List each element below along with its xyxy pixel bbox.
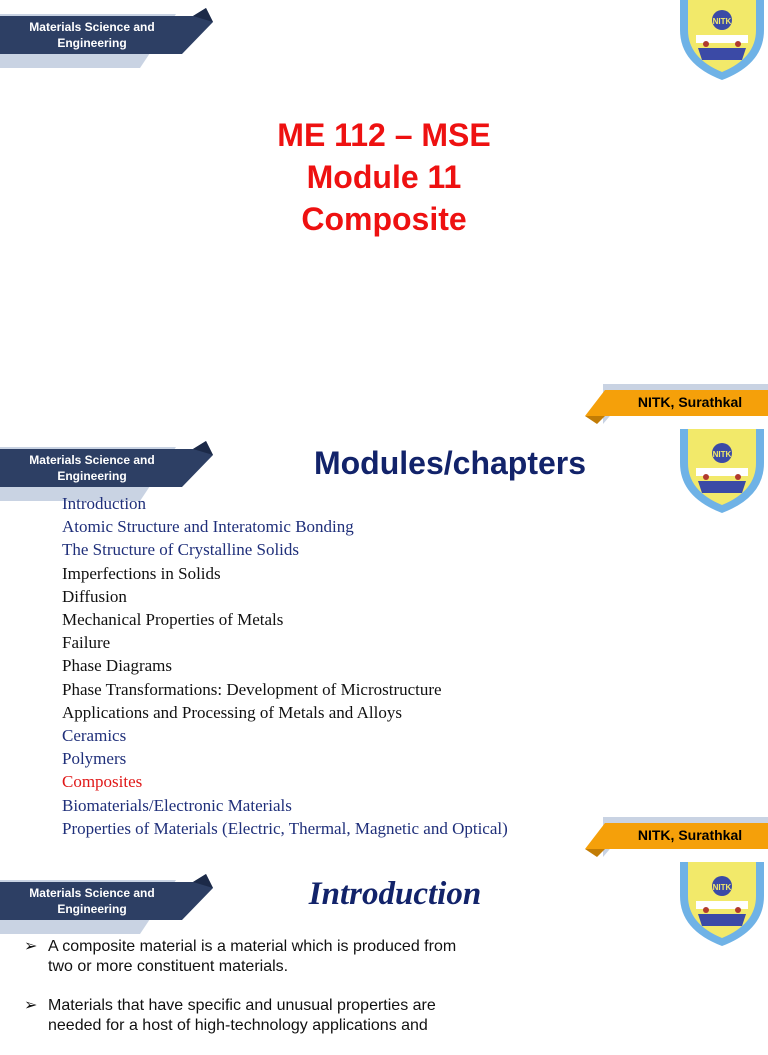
module-item: Polymers (62, 749, 127, 769)
nitk-logo (676, 433, 768, 515)
svg-text:NITK: NITK (712, 17, 732, 26)
course-code: ME 112 – MSE (277, 117, 491, 153)
banner-title: Materials Science and Engineering (29, 20, 155, 50)
module-item: The Structure of Crystalline Solids (62, 540, 300, 560)
svg-text:NITK: NITK (712, 883, 732, 892)
nitk-footer-tag (585, 817, 768, 857)
nitk-footer-label: NITK, Surathkal (637, 394, 743, 410)
nitk-logo (676, 866, 768, 948)
module-item: Properties of Materials (Electric, Thermal, Magnetic and Optical) (62, 818, 508, 838)
module-item: Failure (62, 633, 111, 653)
module-item: Applications and Processing of Metals and Alloys (62, 702, 402, 722)
module-item: Biomaterials/Electronic Materials (62, 795, 292, 815)
nitk-logo (676, 0, 768, 82)
introduction-bullets (24, 937, 474, 1055)
module-item: Ceramics (62, 726, 127, 746)
slide-3 (0, 866, 768, 1034)
slide-2 (0, 433, 768, 866)
bullet-text: Materials that have specific and unusual properties are needed for a host of high-technology applications and (48, 997, 436, 1034)
module-item: Introduction (62, 494, 147, 513)
nitk-footer-label: NITK, Surathkal (637, 827, 743, 843)
banner-title: Materials Science and Engineering (29, 886, 155, 916)
module-item: Composites (62, 772, 143, 792)
slide-1-title (0, 114, 768, 240)
slide-1 (0, 0, 768, 433)
bullet-item (24, 937, 474, 977)
module-item: Mechanical Properties of Metals (62, 610, 284, 630)
svg-text:NITK: NITK (712, 450, 732, 459)
module-number: Module 11 (306, 159, 462, 195)
modules-heading: Modules/chapters (313, 445, 587, 481)
module-item: Phase Transformations: Development of Microstructure (62, 679, 442, 699)
bullet-text: A composite material is a material which is produced from two or more constituent materials. (48, 938, 457, 975)
course-banner (0, 866, 220, 936)
module-item: Phase Diagrams (62, 656, 173, 676)
arrow-bullet-icon: ➢ (24, 997, 38, 1014)
arrow-bullet-icon: ➢ (24, 938, 38, 955)
course-banner (0, 0, 220, 70)
module-name: Composite (301, 201, 467, 237)
module-item: Diffusion (62, 586, 127, 606)
bullet-item (24, 996, 474, 1036)
banner-title: Materials Science and Engineering (29, 453, 155, 483)
module-item: Atomic Structure and Interatomic Bonding (62, 517, 354, 537)
introduction-heading: Introduction (308, 876, 482, 912)
nitk-footer-tag (585, 384, 768, 424)
module-item: Imperfections in Solids (62, 563, 221, 583)
modules-list (62, 492, 508, 840)
